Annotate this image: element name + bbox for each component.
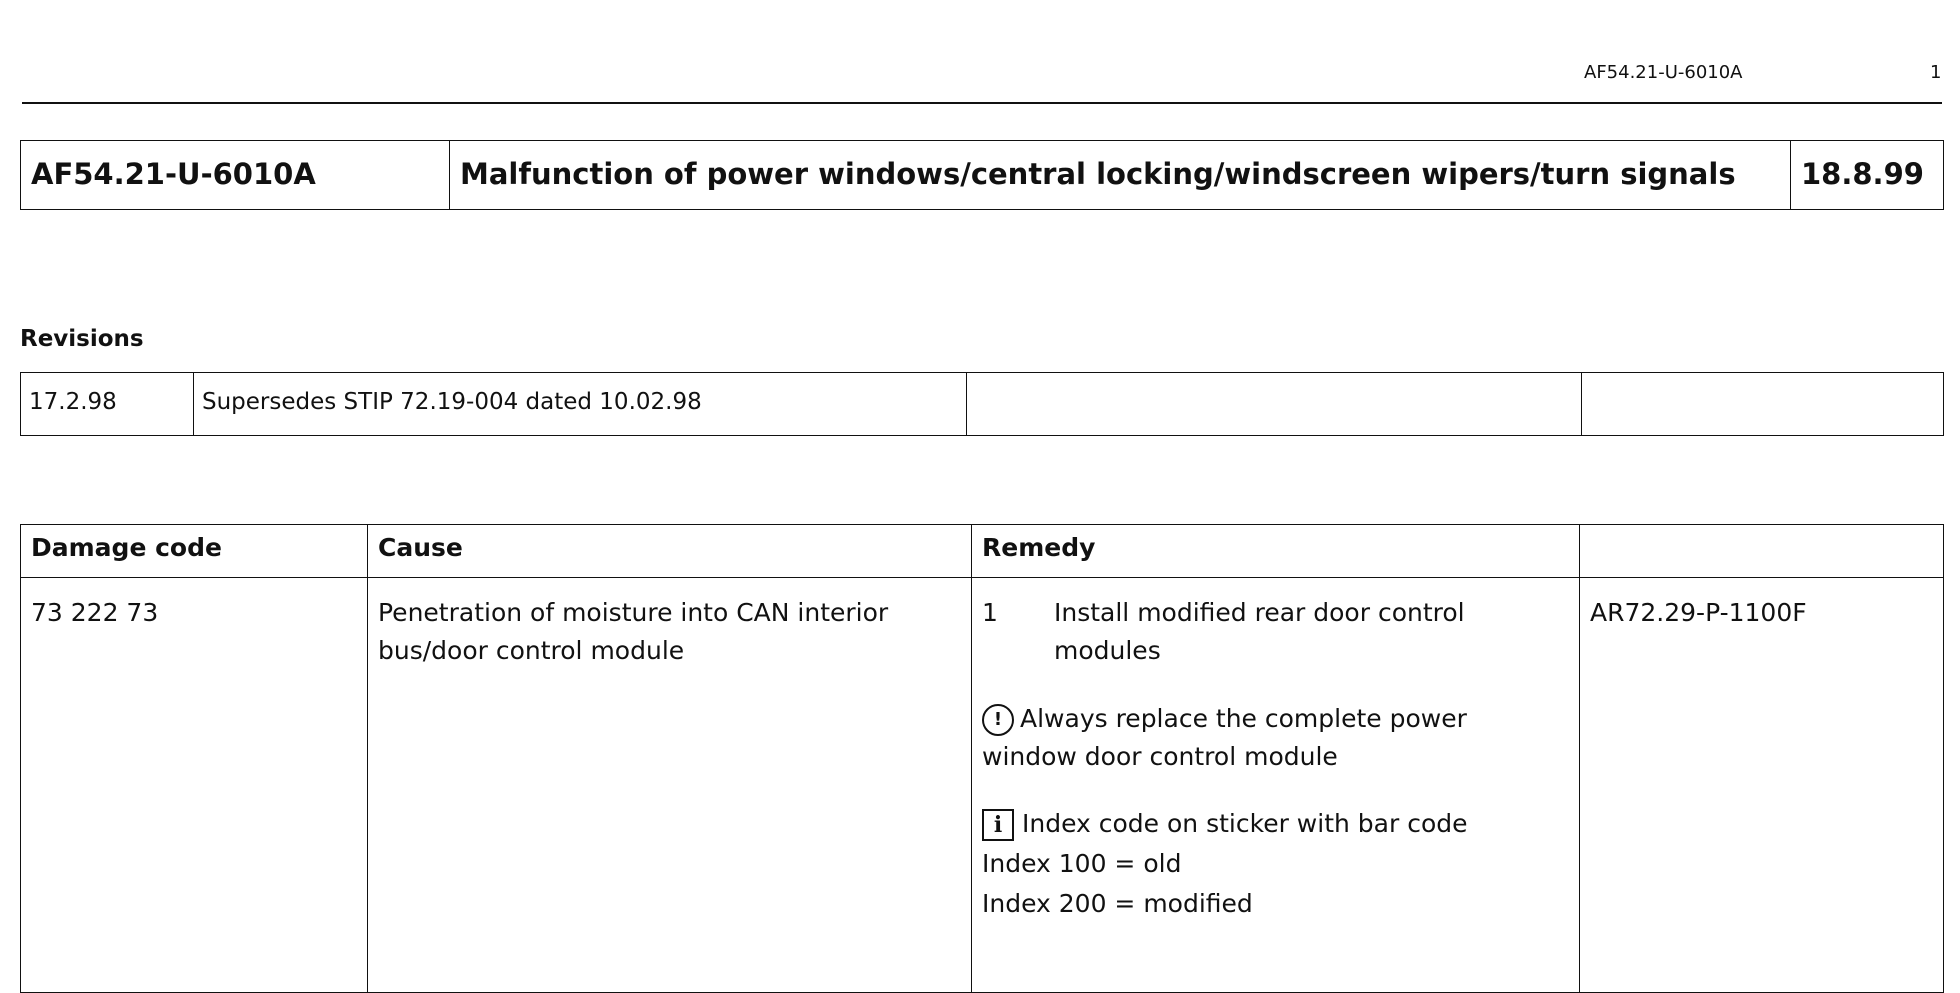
info-icon: i: [982, 809, 1014, 841]
remedy-step-number: 1: [982, 598, 998, 627]
revision-text: Supersedes STIP 72.19-004 dated 10.02.98: [194, 373, 967, 436]
remedy-note-text: Always replace the complete power window door control module: [982, 704, 1467, 771]
damage-table: [20, 524, 1944, 993]
reference-cell: AR72.29-P-1100F: [1580, 578, 1944, 993]
header-document-code: AF54.21-U-6010A: [1584, 62, 1743, 83]
remedy-step-text: Install modified rear door control modules: [1054, 598, 1465, 665]
revision-date: 17.2.98: [21, 373, 194, 436]
revision-col4: [1582, 373, 1944, 436]
header-reference: [1580, 525, 1944, 578]
remedy-cell: [972, 578, 1580, 993]
damage-code-cell: 73 222 73: [21, 578, 368, 993]
title-code: AF54.21-U-6010A: [21, 141, 450, 210]
revision-row: [21, 373, 1944, 436]
info-line: Index 200 = modified: [982, 889, 1253, 918]
remedy-info: [982, 804, 1569, 924]
title-table: [20, 140, 1944, 210]
title-row: [21, 141, 1944, 210]
attention-icon: !: [982, 704, 1014, 736]
remedy-note: [982, 700, 1569, 776]
remedy-step: [982, 594, 1569, 670]
header-cause: Cause: [368, 525, 972, 578]
revisions-heading: Revisions: [20, 326, 144, 352]
cause-cell: Penetration of moisture into CAN interior bus/door control module: [368, 578, 972, 993]
table-row: [21, 578, 1944, 993]
header-damage-code: Damage code: [21, 525, 368, 578]
header-remedy: Remedy: [972, 525, 1580, 578]
info-line: [982, 804, 1569, 844]
revisions-table: [20, 372, 1944, 436]
info-line-text: Index code on sticker with bar code: [1022, 809, 1468, 838]
damage-table-header-row: [21, 525, 1944, 578]
page-number: 1: [1930, 62, 1942, 83]
document-date: 18.8.99: [1791, 141, 1944, 210]
document-title: Malfunction of power windows/central locking/windscreen wipers/turn signals: [450, 141, 1791, 210]
info-line: Index 100 = old: [982, 849, 1182, 878]
header-divider: [22, 102, 1942, 104]
revision-col3: [967, 373, 1582, 436]
